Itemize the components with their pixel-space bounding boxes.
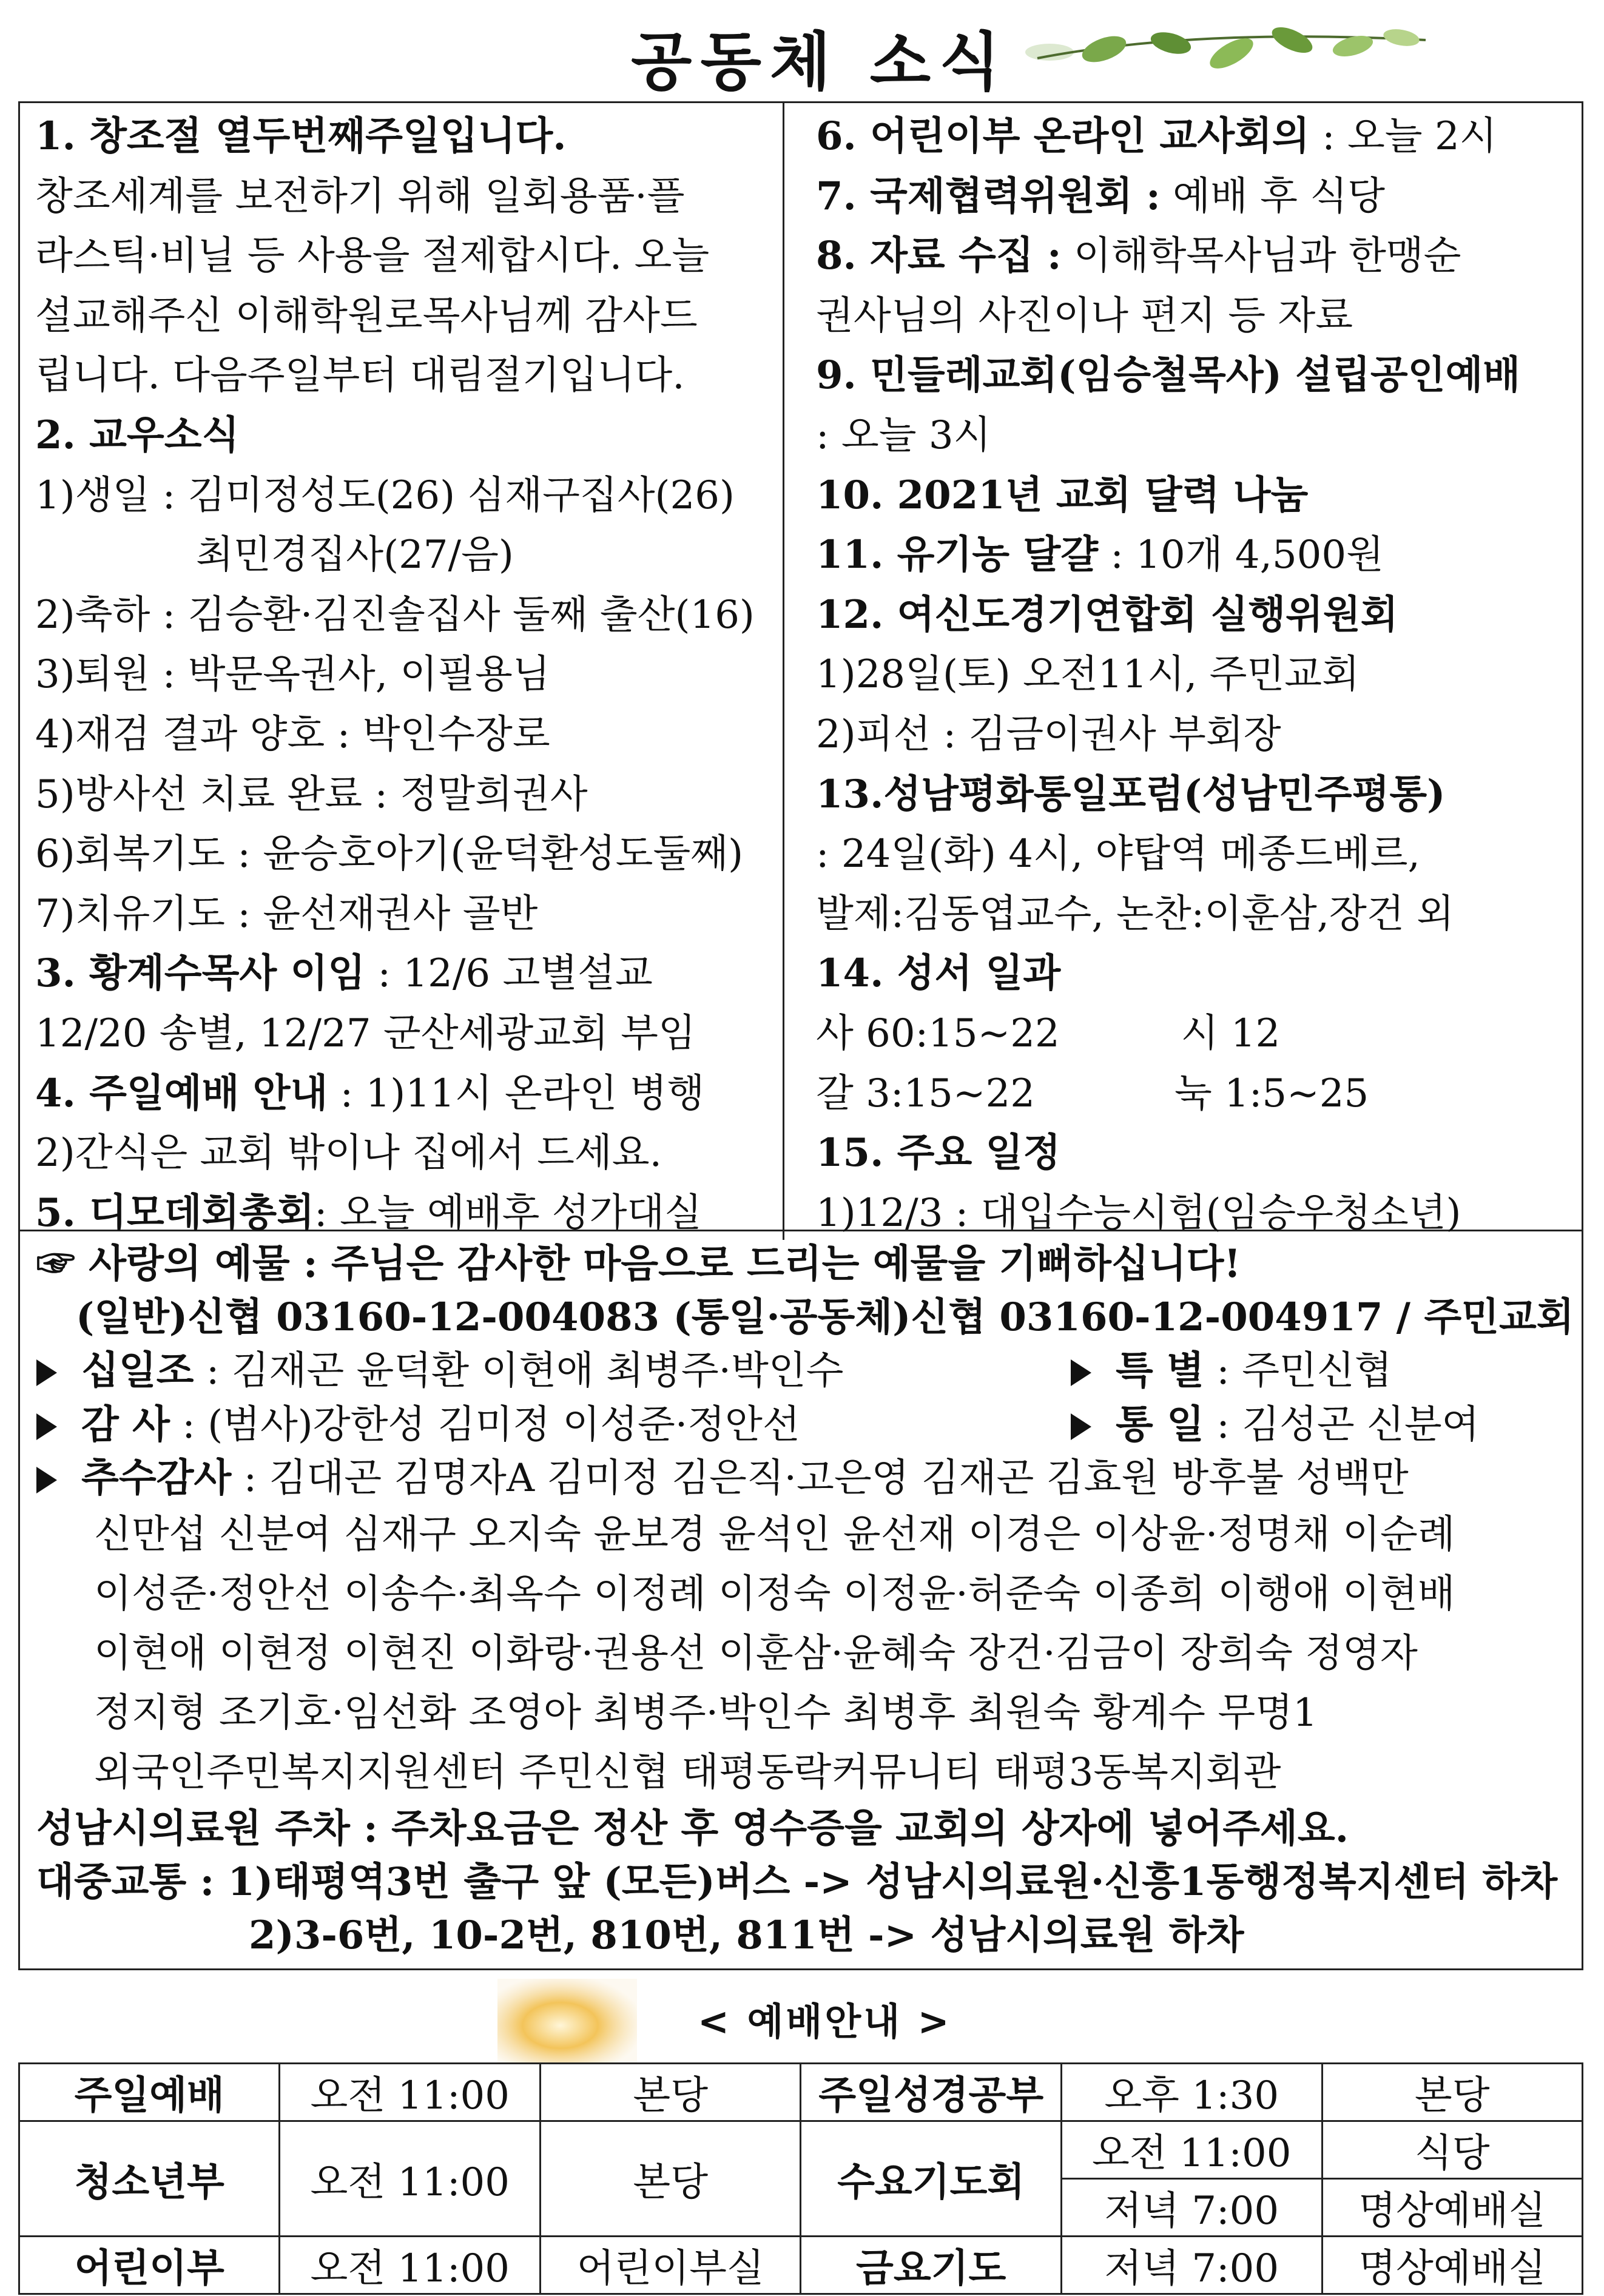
harvest-names-line: 이성준·정안선 이송수·최옥수 이정례 이정숙 이정윤·허준숙 이종희 이행애 이현배 <box>94 1571 1455 1617</box>
news-line: 6)회복기도 : 윤승호아기(윤덕환성도둘째) <box>35 832 744 877</box>
news-line: 10. 2021년 교회 달력 나눔 <box>816 472 1309 518</box>
table-cell: 오전 11:00 <box>280 2121 541 2237</box>
news-line: 12. 여신도경기연합회 실행위원회 <box>816 591 1398 638</box>
news-line: 창조세계를 보전하기 위해 일회용품·플 <box>35 173 685 219</box>
bible-reading-line: 사 60:15~22 시 12 <box>816 1011 1281 1056</box>
news-line: 5. 디모데회총회: 오늘 예배후 성가대실 <box>35 1190 703 1236</box>
table-cell: 저녁 7:00 <box>1061 2237 1322 2294</box>
news-line: 2)피선 : 김금이권사 부회장 <box>816 712 1281 757</box>
news-line: 3)퇴원 : 박문옥권사, 이필용님 <box>35 652 550 698</box>
news-line: 립니다. 다음주일부터 대림절기입니다. <box>35 353 685 399</box>
news-line: 설교해주신 이해학원로목사님께 감사드 <box>35 293 698 338</box>
harvest-names-line: 신만섭 신분여 심재구 오지숙 윤보경 윤석인 윤선재 이경은 이상윤·정명채 이순례 <box>94 1512 1455 1557</box>
transit-line-1: 대중교통 : 1)태평역3번 출구 앞 (모든)버스 -> 성남시의료원·신흥1동행정복지센터 하차 <box>36 1859 1558 1905</box>
account-numbers: (일반)신협 03160-12-004083 (통일·공동체)신협 03160-12-004917 / 주민교회 <box>76 1294 1574 1341</box>
table-row <box>19 2064 1583 2121</box>
transit-line-2: 2)3-6번, 10-2번, 810번, 811번 -> 성남시의료원 하차 <box>249 1913 1244 1959</box>
news-left-column <box>35 107 781 1243</box>
news-right-column <box>816 107 1580 1243</box>
news-line: 4. 주일예배 안내 : 1)11시 온라인 병행 <box>35 1070 705 1116</box>
gift-row-tithe: 십일조 : 김재곤 윤덕환 이현애 최병주·박인수 특 별 : 주민신협 <box>36 1344 1577 1398</box>
table-cell: 명상예배실 <box>1322 2179 1582 2237</box>
service-table <box>18 2062 1583 2295</box>
table-cell: 주일성경공부 <box>801 2064 1061 2121</box>
gift-row-harvest: 추수감사 : 김대곤 김명자A 김미정 김은직·고은영 김재곤 김효원 방후불 성백만 <box>36 1452 1577 1505</box>
news-line: 15. 주요 일정 <box>816 1130 1061 1176</box>
table-row <box>19 2121 1583 2179</box>
news-line: 14. 성서 일과 <box>816 951 1061 997</box>
column-divider <box>783 101 784 1240</box>
triangle-bullet-icon <box>1071 1359 1091 1386</box>
news-line: : 24일(화) 4시, 야탑역 메종드베르, <box>816 832 1420 877</box>
table-cell: 본당 <box>541 2064 801 2121</box>
news-line: 6. 어린이부 온라인 교사회의 : 오늘 2시 <box>816 113 1497 159</box>
harvest-names-line: 외국인주민복지지원센터 주민신협 태평동락커뮤니티 태평3동복지회관 <box>94 1749 1281 1795</box>
sun-decoration-icon <box>497 1979 637 2064</box>
news-line: 7. 국제협력위원회 : 예배 후 식당 <box>816 173 1385 219</box>
table-cell: 어린이부 <box>19 2237 280 2294</box>
news-line: 권사님의 사진이나 편지 등 자료 <box>816 293 1353 338</box>
harvest-names-line: 정지형 조기호·임선화 조영아 최병주·박인수 최병후 최원숙 황계수 무명1 <box>94 1690 1318 1735</box>
news-line: 1)28일(토) 오전11시, 주민교회 <box>816 652 1360 698</box>
page-title: 공동체 소식 <box>631 25 1009 99</box>
news-line: 5)방사선 치료 완료 : 정말희권사 <box>35 772 588 817</box>
news-line: 4)재검 결과 양호 : 박인수장로 <box>35 712 550 757</box>
parking-note: 성남시의료원 주차 : 주차요금은 정산 후 영수증을 교회의 상자에 넣어주세요. <box>36 1805 1349 1851</box>
gift-headline: ☞ 사랑의 예물 : 주님은 감사한 마음으로 드리는 예물을 기뻐하십니다! <box>36 1241 1241 1287</box>
news-line: 3. 황계수목사 이임 : 12/6 고별설교 <box>35 951 653 997</box>
news-line: 8. 자료 수집 : 이해학목사님과 한맹순 <box>816 233 1461 279</box>
gift-section <box>36 1237 1577 1963</box>
table-cell: 저녁 7:00 <box>1061 2179 1322 2237</box>
table-cell: 본당 <box>541 2121 801 2237</box>
table-cell: 본당 <box>1322 2064 1582 2121</box>
news-line: 9. 민들레교회(임승철목사) 설립공인예배 <box>816 352 1521 399</box>
news-line: 13.성남평화통일포럼(성남민주평통) <box>816 771 1446 817</box>
table-cell: 오후 1:30 <box>1061 2064 1322 2121</box>
news-line: 2)축하 : 김승환·김진솔집사 둘째 출산(16) <box>35 592 755 638</box>
bible-reading-line: 갈 3:15~22 눅 1:5~25 <box>816 1071 1369 1116</box>
news-line: 2. 교우소식 <box>35 412 240 458</box>
news-line: : 오늘 3시 <box>816 412 991 458</box>
table-cell: 명상예배실 <box>1322 2237 1582 2294</box>
news-line: 12/20 송별, 12/27 군산세광교회 부임 <box>35 1011 696 1056</box>
triangle-bullet-icon <box>36 1359 57 1386</box>
leaf-decoration-icon <box>1013 16 1438 82</box>
news-line: 2)간식은 교회 밖이나 집에서 드세요. <box>35 1131 662 1176</box>
service-heading: < 예배안내 > <box>698 1999 952 2044</box>
table-cell: 어린이부실 <box>541 2237 801 2294</box>
news-line: 7)치유기도 : 윤선재권사 골반 <box>35 891 538 937</box>
harvest-names-line: 이현애 이현정 이현진 이화랑·권용선 이훈삼·윤혜숙 장건·김금이 장희숙 정영자 <box>94 1631 1418 1676</box>
triangle-bullet-icon <box>36 1413 57 1440</box>
table-cell: 오전 11:00 <box>1061 2121 1322 2179</box>
triangle-bullet-icon <box>1071 1413 1091 1440</box>
table-cell: 청소년부 <box>19 2121 280 2237</box>
table-cell: 식당 <box>1322 2121 1582 2179</box>
table-cell: 오전 11:00 <box>280 2237 541 2294</box>
gift-row-thanks: 감 사 : (범사)강한성 김미정 이성준·정안선 통 일 : 김성곤 신분여 <box>36 1398 1577 1452</box>
table-cell: 수요기도회 <box>801 2121 1061 2237</box>
triangle-bullet-icon <box>36 1467 57 1493</box>
table-row <box>19 2237 1583 2294</box>
news-line: 발제:김동엽교수, 논찬:이훈삼,장건 외 <box>816 891 1454 937</box>
news-line: 최민경집사(27/음) <box>196 533 514 578</box>
news-line: 1)생일 : 김미정성도(26) 심재구집사(26) <box>35 473 735 518</box>
news-line: 1. 창조절 열두번째주일입니다. <box>35 113 567 159</box>
table-cell: 오전 11:00 <box>280 2064 541 2121</box>
table-cell: 주일예배 <box>19 2064 280 2121</box>
news-line: 11. 유기농 달걀 : 10개 4,500원 <box>816 532 1384 578</box>
header <box>0 0 1604 97</box>
table-cell: 금요기도 <box>801 2237 1061 2294</box>
news-line: 1)12/3 : 대입수능시험(임승우청소년) <box>816 1190 1461 1236</box>
news-line: 라스틱·비닐 등 사용을 절제합시다. 오늘 <box>35 234 710 279</box>
